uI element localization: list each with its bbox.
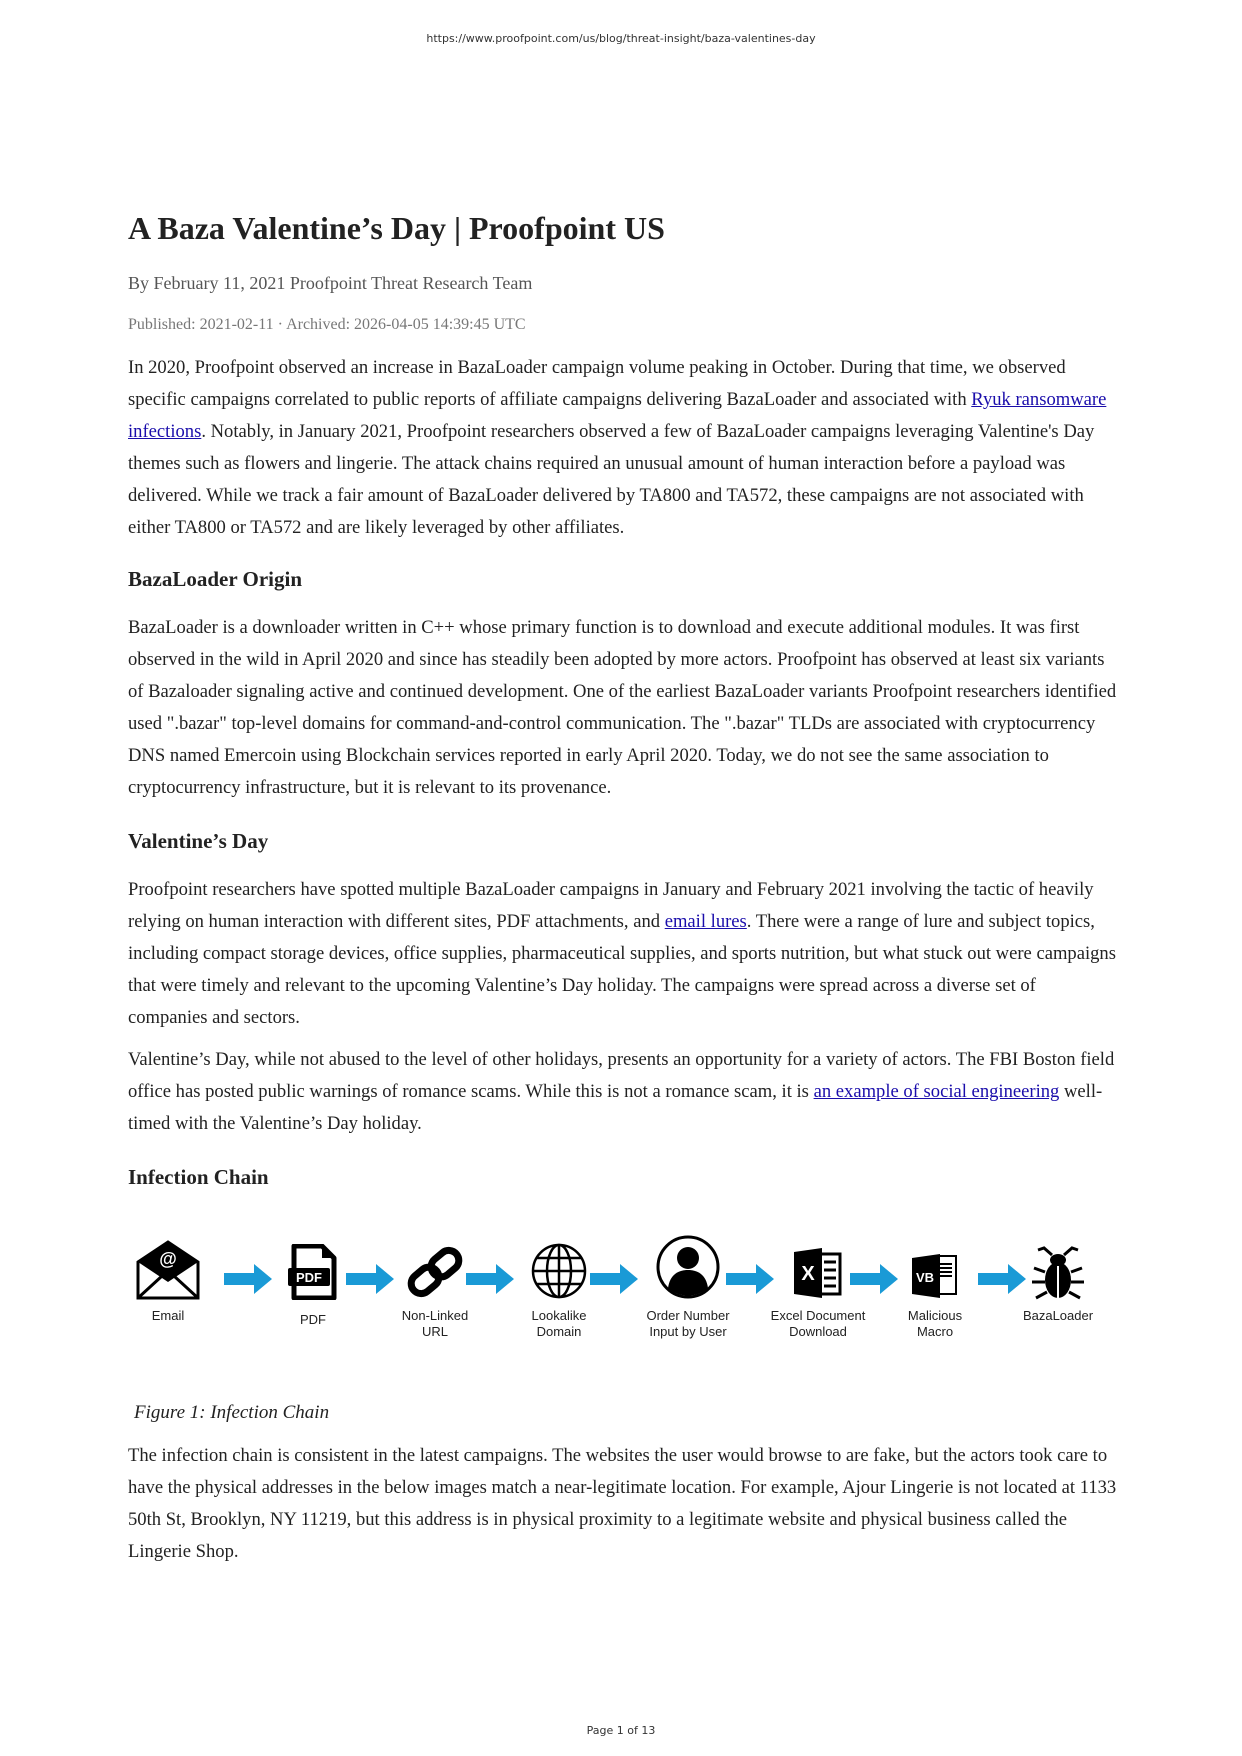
intro-paragraph: In 2020, Proofpoint observed an increase in BazaLoader campaign volume peaking in October. During that time, we observed specific campaigns correlated to public reports of affiliate campaigns delivering BazaLoader and associated with Ryuk ransomware infections. Notably, in January 2021, Proofpoint researchers observed a few of BazaLoader campaigns leveraging Valentine's Day themes such as flowers and lingerie. The attack chains required an unusual amount of human interaction before a payload was delivered. While we track a fair amount of BazaLoader delivered by TA800 and TA572, these campaigns are not associated with either TA800 or TA572 and are likely leveraged by other affiliates. xyxy=(128,357,1107,538)
chain-step-email: @ Email xyxy=(128,1230,208,1324)
origin-paragraph: BazaLoader is a downloader written in C++ whose primary function is to download and execute additional modules. It was first observed in the wild in April 2020 and since has steadily been adopted by more actors. Proofpoint has observed at least six variants of Bazaloader signaling active and continued development. One of the earliest BazaLoader variants Proofpoint researchers identified used ".bazar" top-level domains for command-and-control communication. The ".bazar" TLDs are associated with cryptocurrency DNS named Emercoin using Blockchain services reported in early April 2020. Today, we do not see the same association to cryptocurrency infrastructure, but it is relevant to its provenance. xyxy=(128,617,1117,798)
chain-step-lookalike-domain: Lookalike Domain xyxy=(514,1230,604,1340)
valentines-paragraph-2: Valentine’s Day, while not abused to the level of other holidays, presents an opportunity for a variety of actors. The FBI Boston field office has posted public warnings of romance scams. While this is not a romance scam, it is an example of social engineering well-timed with the Valentine’s Day holiday. xyxy=(128,1049,1115,1134)
arrow-icon xyxy=(224,1264,272,1294)
arrow-icon xyxy=(466,1264,514,1294)
chain-step-malicious-macro: VB Malicious Macro xyxy=(890,1230,980,1340)
infection-chain-paragraph: The infection chain is consistent in the latest campaigns. The websites the user would browse to are fake, but the actors took care to have the physical addresses in the below images match a near-legitimate location. For example, Ajour Lingerie is not located at 1133 50th St, Brooklyn, NY 11219, but this address is in physical proximity to a legitimate website and physical business called the Lingerie Shop. xyxy=(128,1445,1117,1562)
svg-text:PDF: PDF xyxy=(296,1270,322,1285)
email-lures-link[interactable]: email lures xyxy=(664,911,747,932)
publish-meta: Published: 2021-02-11 · Archived: 2026-04-05 14:39:45 UTC xyxy=(128,316,526,333)
page-url-header: https://www.proofpoint.com/us/blog/threat-insight/baza-valentines-day xyxy=(426,32,816,45)
infection-chain-figure xyxy=(128,1230,1118,1380)
chain-step-excel-download: X Excel Document Download xyxy=(758,1230,878,1340)
pdf-file-icon xyxy=(278,1230,348,1300)
arrow-icon xyxy=(346,1264,394,1294)
chain-step-non-linked-url: Non-Linked URL xyxy=(390,1230,480,1340)
svg-text:@: @ xyxy=(159,1249,177,1269)
ryuk-link[interactable]: Ryuk ransomware infections xyxy=(128,389,1107,442)
envelope-at-icon xyxy=(128,1230,208,1300)
chain-step-order-number: Order Number Input by User xyxy=(628,1230,748,1340)
chain-step-pdf: PDF PDF xyxy=(278,1230,348,1328)
section-heading-valentines: Valentine’s Day xyxy=(128,829,269,853)
svg-text:VB: VB xyxy=(915,1270,935,1285)
bug-icon xyxy=(1008,1230,1108,1300)
valentines-paragraph-1: Proofpoint researchers have spotted multiple BazaLoader campaigns in January and February 2021 involving the tactic of heavily relying on human interaction with different sites, PDF attachments, and email lures. There were a range of lure and subject topics, including compact storage devices, office supplies, pharmaceutical supplies, and sports nutrition, but what stuck out were campaigns that were timely and relevant to the upcoming Valentine’s Day holiday. The campaigns were spread across a diverse set of companies and sectors. xyxy=(128,879,1116,1028)
page-number: Page 1 of 13 xyxy=(586,1724,656,1737)
chain-step-bazaloader: BazaLoader xyxy=(1008,1230,1108,1324)
section-heading-infection-chain: Infection Chain xyxy=(128,1165,269,1189)
article xyxy=(128,206,1118,1568)
vb-macro-icon xyxy=(890,1230,980,1300)
page-title: A Baza Valentine’s Day | Proofpoint US xyxy=(128,210,665,246)
byline: By February 11, 2021 Proofpoint Threat Research Team xyxy=(128,273,533,293)
section-heading-origin: BazaLoader Origin xyxy=(128,567,303,591)
social-engineering-link[interactable]: an example of social engineering xyxy=(813,1081,1060,1102)
figure-caption: Figure 1: Infection Chain xyxy=(134,1402,330,1423)
svg-text:X: X xyxy=(801,1263,815,1285)
